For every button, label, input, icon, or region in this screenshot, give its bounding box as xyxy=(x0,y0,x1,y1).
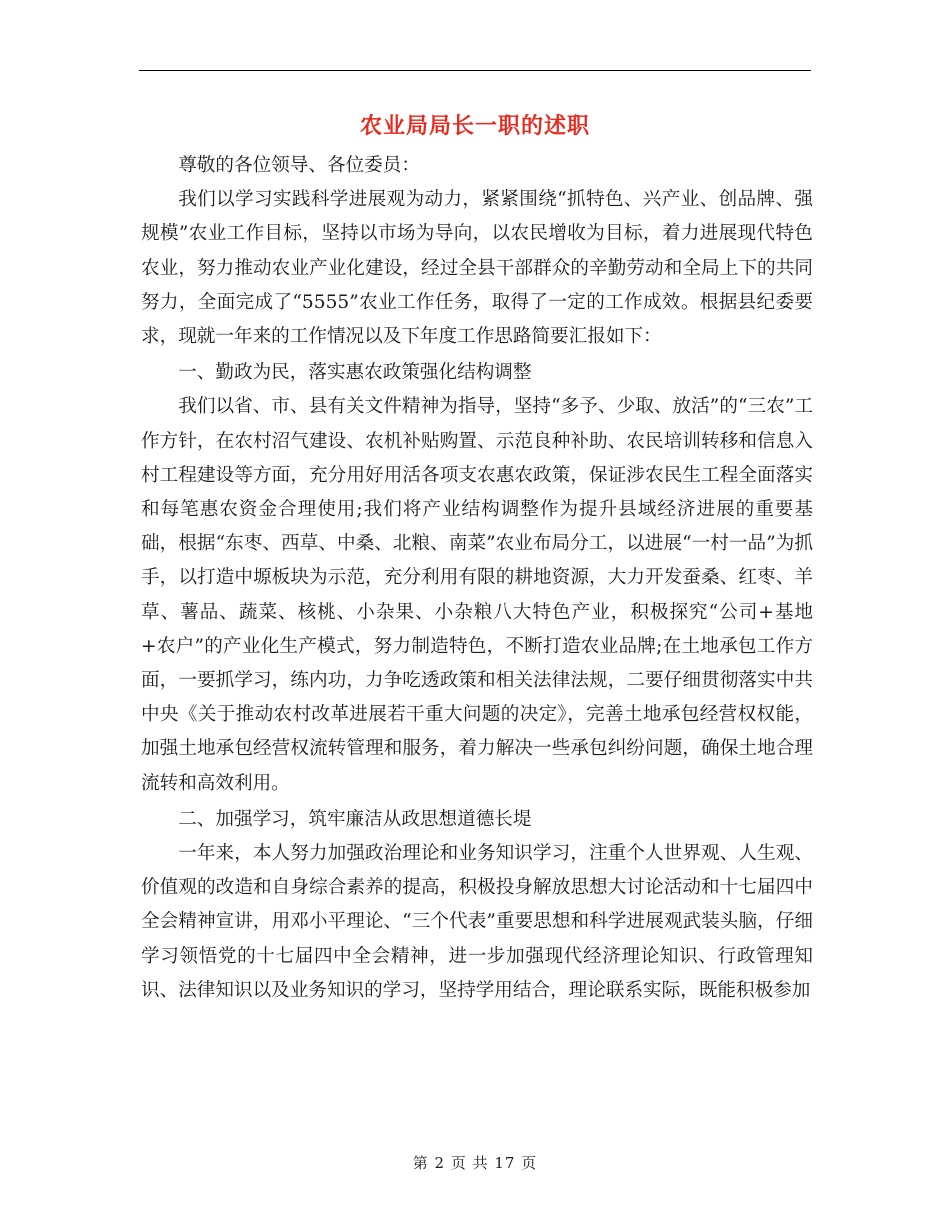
body-paragraph: 我们以学习实践科学进展观为动力，紧紧围绕“抓特色、兴产业、创品牌、强规模”农业工作目标，坚持以市场为导向，以农民增收为目标，着力进展现代特色农业，努力推动农业产业化建设，经过全县干部群众的辛勤劳动和全局上下的共同努力，全面完成了“5555”农业工作任务，取得了一定的工作成效。根据县纪委要求，现就一年来的工作情况以及下年度工作思路简要汇报如下： xyxy=(141,189,813,348)
header-rule xyxy=(139,70,811,71)
page-number: 第 2 页 共 17 页 xyxy=(412,1154,538,1172)
section-heading: 二、加强学习，筑牢廉洁从政思想道德长堤 xyxy=(178,808,532,830)
document-title: 农业局局长一职的述职 xyxy=(359,113,590,139)
section-heading: 一、勤政为民，落实惠农政策强化结构调整 xyxy=(178,362,532,384)
body-paragraph: 我们以省、市、县有关文件精神为指导，坚持“多予、少取、放活”的“三农”工作方针，在农村沼气建设、农机补贴购置、示范良种补助、农民培训转移和信息入村工程建设等方面，充分用好用活各项支农惠农政策，保证涉农民生工程全面落实和每笔惠农资金合理使用;我们将产业结构调整作为提升县域经济进展的重要基础，根据“东枣、西草、中桑、北粮、南菜”农业布局分工，以进展“一村一品”为抓手，以打造中塬板块为示范，充分利用有限的耕地资源，大力开发蚕桑、红枣、羊草、薯品、蔬菜、核桃、小杂果、小杂粮八大特色产业，积极探究“公司+基地+农户”的产业化生产模式，努力制造特色，不断打造农业品牌;在土地承包工作方面，一要抓学习，练内功，力争吃透政策和相关法律法规，二要仔细贯彻落实中共中央《关于推动农村改革进展若干重大问题的决定》，完善土地承包经营权权能，加强土地承包经营权流转管理和服务，着力解决一些承包纠纷问题，确保土地合理流转和高效利用。 xyxy=(141,396,813,794)
document-body xyxy=(141,149,813,1008)
greeting: 尊敬的各位领导、各位委员： xyxy=(178,155,420,176)
body-paragraph: 一年来，本人努力加强政治理论和业务知识学习，注重个人世界观、人生观、价值观的改造和自身综合素养的提高，积极投身解放思想大讨论活动和十七届四中全会精神宣讲，用邓小平理论、“三个代表”重要思想和科学进展观武装头脑，仔细学习领悟党的十七届四中全会精神，进一步加强现代经济理论知识、行政管理知识、法律知识以及业务知识的学习，坚持学用结合，理论联系实际，既能积极参加 xyxy=(141,843,813,1001)
